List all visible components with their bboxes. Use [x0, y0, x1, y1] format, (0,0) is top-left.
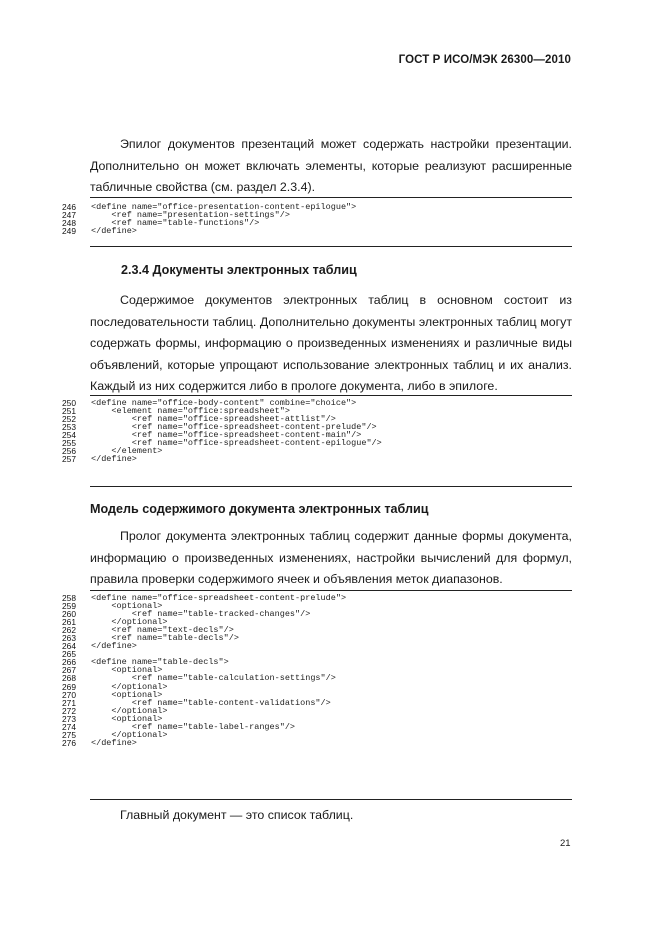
- code-text: </define>: [91, 226, 137, 237]
- document-header: ГОСТ Р ИСО/МЭК 26300—2010: [398, 54, 571, 66]
- line-number: 266: [62, 657, 76, 668]
- line-number: 256: [62, 446, 76, 457]
- page-number: 21: [560, 838, 571, 849]
- line-number: 253: [62, 422, 76, 433]
- code-text: <ref name="table-label-ranges"/>: [91, 721, 296, 732]
- line-number: 248: [62, 218, 76, 229]
- code-line: [0, 739, 661, 747]
- code-block: [0, 203, 661, 235]
- code-rule-bottom: [90, 246, 572, 247]
- line-number: 267: [62, 665, 76, 676]
- code-text: <ref name="text-decls"/>: [91, 625, 234, 636]
- code-text: <ref name="office-spreadsheet-content-prelude"/>: [91, 422, 377, 433]
- line-number: 260: [62, 609, 76, 620]
- code-text: <ref name="table-tracked-changes"/>: [91, 609, 311, 620]
- code-text: <ref name="presentation-settings"/>: [91, 210, 290, 221]
- line-number: 262: [62, 625, 76, 636]
- code-text: <define name="office-body-content" combine="choice">: [91, 398, 357, 408]
- line-number: 268: [62, 673, 76, 684]
- code-text: <define name="office-spreadsheet-content-prelude">: [91, 593, 347, 603]
- line-number: 272: [62, 705, 76, 716]
- code-line: [0, 455, 661, 463]
- line-number: 261: [62, 617, 76, 628]
- code-text: </optional>: [91, 705, 168, 716]
- code-text: <define name="office-presentation-content-epilogue">: [91, 202, 357, 212]
- line-number: 258: [62, 593, 76, 603]
- line-number: 255: [62, 438, 76, 449]
- paragraph-main-document: [90, 805, 572, 827]
- code-text: <optional>: [91, 689, 163, 700]
- line-number: 250: [62, 398, 76, 408]
- code-text: <element name="office:spreadsheet">: [91, 406, 290, 417]
- line-number: 254: [62, 430, 76, 441]
- line-number: 263: [62, 633, 76, 644]
- code-text: <ref name="office-spreadsheet-attlist"/>: [91, 414, 336, 425]
- code-text: <ref name="table-functions"/>: [91, 218, 260, 229]
- code-text: <optional>: [91, 713, 163, 724]
- line-number: 246: [62, 202, 76, 212]
- code-text: </define>: [91, 641, 137, 652]
- code-text: <ref name="table-calculation-settings"/>: [91, 673, 336, 684]
- code-rule-top: [90, 395, 572, 396]
- code-text: <optional>: [91, 665, 163, 676]
- paragraph-main-document-text: Главный документ — это список таблиц.: [120, 808, 354, 822]
- line-number: 276: [62, 737, 76, 748]
- code-text: </define>: [91, 737, 137, 748]
- line-number: 252: [62, 414, 76, 425]
- paragraph-prelude-text: Пролог документа электронных таблиц содержит данные формы документа, информацию о произведенных изменениях, настройки вычислений для формул, правила проверки содержимого ячеек и объявления меток диапазонов.: [90, 529, 572, 587]
- code-text: </optional>: [91, 729, 168, 740]
- paragraph-spreadsheets: [90, 290, 572, 398]
- line-number: 273: [62, 713, 76, 724]
- code-block: [0, 399, 661, 463]
- line-number: 269: [62, 681, 76, 692]
- line-number: 247: [62, 210, 76, 221]
- line-number: 274: [62, 721, 76, 732]
- line-number: 275: [62, 729, 76, 740]
- subsection-heading: Модель содержимого документа электронных таблиц: [90, 502, 429, 516]
- line-number: 264: [62, 641, 76, 652]
- paragraph-spreadsheets-text: Содержимое документов электронных таблиц в основном состоит из последовательности таблиц. Дополнительно документы электронных таблиц могут содержать формы, информацию о произведенных изменениях и различные виды объявлений, которые упрощают использование электронных таблиц и их анализ. Каждый из них содержится либо в прологе документа, либо в эпилоге.: [90, 293, 572, 394]
- line-number: 249: [62, 226, 76, 237]
- code-line: [0, 642, 661, 650]
- code-line: [0, 227, 661, 235]
- line-number: 265: [62, 649, 76, 660]
- code-rule-top: [90, 590, 572, 591]
- line-number: 259: [62, 601, 76, 612]
- code-text: <ref name="office-spreadsheet-content-main"/>: [91, 430, 362, 441]
- code-text: </optional>: [91, 681, 168, 692]
- code-text: <optional>: [91, 601, 163, 612]
- code-rule-top: [90, 197, 572, 198]
- code-rule-bottom: [90, 486, 572, 487]
- code-block: [0, 594, 661, 747]
- line-number: 251: [62, 406, 76, 417]
- paragraph-epilogue: [90, 134, 572, 199]
- section-heading: 2.3.4 Документы электронных таблиц: [121, 263, 357, 277]
- code-text: </element>: [91, 446, 163, 457]
- code-rule-bottom: [90, 799, 572, 800]
- line-number: 271: [62, 697, 76, 708]
- code-text: <define name="table-decls">: [91, 657, 229, 668]
- code-text: </define>: [91, 454, 137, 465]
- line-number: 270: [62, 689, 76, 700]
- code-text: <ref name="table-decls"/>: [91, 633, 239, 644]
- paragraph-epilogue-text: Эпилог документов презентаций может содержать настройки презентации. Дополнительно он может включать элементы, которые реализуют расширенные табличные свойства (см. раздел 2.3.4).: [90, 137, 572, 195]
- code-text: <ref name="office-spreadsheet-content-epilogue"/>: [91, 438, 382, 449]
- code-text: </optional>: [91, 617, 168, 628]
- code-text: <ref name="table-content-validations"/>: [91, 697, 331, 708]
- paragraph-prelude: [90, 526, 572, 591]
- line-number: 257: [62, 454, 76, 465]
